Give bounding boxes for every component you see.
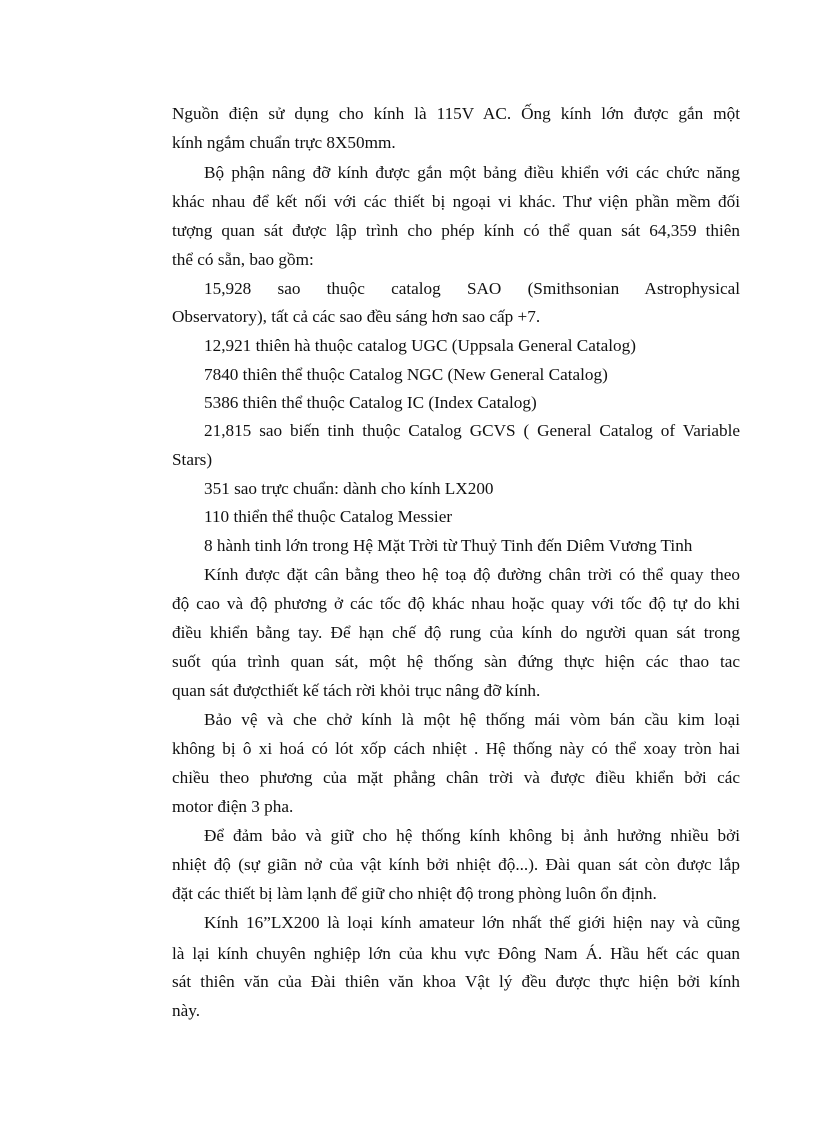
text-line: tượng quan sát được lập trình cho phép kính có thể quan sát 64,359 thiên — [172, 221, 740, 240]
text-line: 21,815 sao biến tinh thuộc Catalog GCVS ( General Catalog of Variable — [204, 421, 740, 440]
text-line: Kính được đặt cân bằng theo hệ toạ độ đường chân trời có thể quay theo — [204, 565, 740, 584]
text-line: 5386 thiên thể thuộc Catalog IC (Index Catalog) — [204, 393, 537, 412]
text-line: 7840 thiên thể thuộc Catalog NGC (New General Catalog) — [204, 365, 608, 384]
text-line: Nguồn điện sử dụng cho kính là 115V AC. Ống kính lớn được gắn một — [172, 104, 740, 123]
text-line: 110 thiển thể thuộc Catalog Messier — [204, 507, 453, 526]
text-line: quan sát đượcthiết kế tách rời khỏi trục nâng đỡ kính. — [172, 681, 541, 700]
text-line: 12,921 thiên hà thuộc catalog UGC (Uppsala General Catalog) — [204, 336, 636, 355]
text-line: khác nhau để kết nối với các thiết bị ngoại vi khác. Thư viện phần mềm đối — [172, 192, 740, 211]
text-line: không bị ô xi hoá có lót xốp cách nhiệt . Hệ thống này có thể xoay tròn hai — [172, 739, 740, 758]
text-line: Để đảm bảo và giữ cho hệ thống kính không bị ảnh hưởng nhiều bởi — [204, 826, 740, 845]
text-line: chiều theo phương của mặt phẳng chân trời và được điều khiển bởi các — [172, 768, 740, 787]
text-line: suốt qúa trình quan sát, một hệ thống sàn đứng thực hiện các thao tac — [172, 652, 740, 671]
text-line: Kính 16”LX200 là loại kính amateur lớn nhất thế giới hiện nay và cũng — [204, 913, 740, 932]
text-line: độ cao và độ phương ở các tốc độ khác nhau hoặc quay với tốc độ tự do khi — [172, 594, 740, 613]
text-line: 351 sao trực chuẩn: dành cho kính LX200 — [204, 479, 494, 498]
text-line: thể có sẵn, bao gồm: — [172, 250, 314, 269]
text-line: kính ngắm chuẩn trực 8X50mm. — [172, 133, 396, 152]
text-line: Bảo vệ và che chở kính là một hệ thống mái vòm bán cầu kim loại — [204, 710, 740, 729]
text-line: 8 hành tinh lớn trong Hệ Mặt Trời từ Thuỷ Tinh đến Diêm Vương Tinh — [204, 536, 693, 555]
text-line: Stars) — [172, 450, 213, 469]
text-line: đặt các thiết bị làm lạnh để giữ cho nhiệt độ trong phòng luôn ổn định. — [172, 884, 657, 903]
text-line: Observatory), tất cả các sao đều sáng hơn sao cấp +7. — [172, 307, 541, 326]
text-line: 15,928 sao thuộc catalog SAO (Smithsonian Astrophysical — [204, 279, 740, 298]
text-line: này. — [172, 1001, 200, 1020]
text-line: nhiệt độ (sự giãn nở của vật kính bởi nhiệt độ...). Đài quan sát còn được lắp — [172, 855, 740, 874]
text-line: Bộ phận nâng đỡ kính được gắn một bảng điều khiển với các chức năng — [204, 163, 740, 182]
text-line: điều khiển bằng tay. Để hạn chế độ rung của kính do người quan sát trong — [172, 623, 740, 642]
text-line: là lại kính chuyên nghiệp lớn của khu vực Đông Nam Á. Hầu hết các quan — [172, 944, 740, 963]
text-line: motor điện 3 pha. — [172, 797, 294, 816]
text-line: sát thiên văn của Đài thiên văn khoa Vật lý đều được thực hiện bởi kính — [172, 972, 740, 991]
